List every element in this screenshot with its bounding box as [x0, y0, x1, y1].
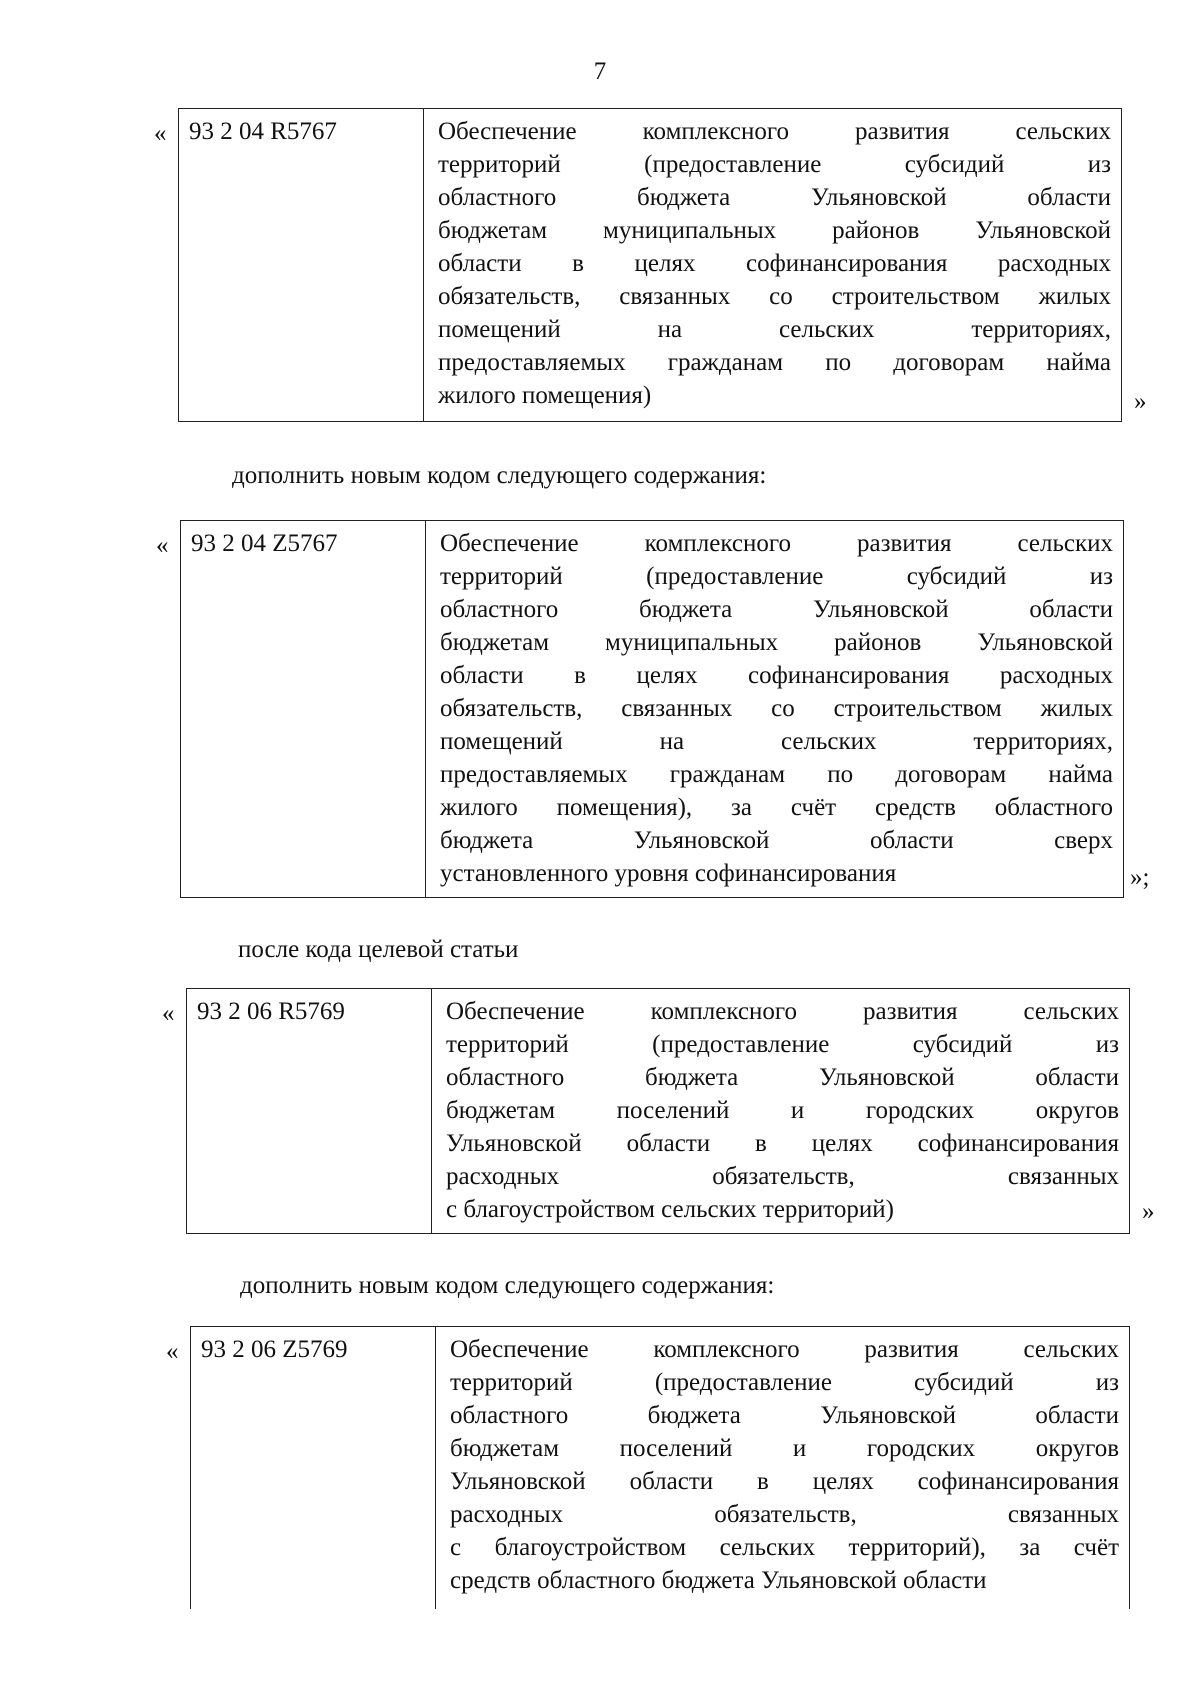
description-line: Ульяновской области в целях софинансирования: [450, 1468, 1119, 1495]
description-line: областного бюджета Ульяновской области: [450, 1402, 1119, 1429]
code-table: [180, 520, 1124, 898]
description-line: с благоустройством сельских территорий): [446, 1196, 894, 1223]
description-line: Обеспечение комплексного развития сельских: [450, 1336, 1119, 1363]
code-cell: 93 2 06 R5769: [187, 989, 432, 1233]
description-line: Обеспечение комплексного развития сельских: [440, 530, 1113, 557]
description-line: Обеспечение комплексного развития сельских: [438, 118, 1111, 145]
instruction-paragraph: дополнить новым кодом следующего содержания:: [232, 462, 767, 489]
description-line: областного бюджета Ульяновской области: [438, 184, 1111, 211]
page-number: 7: [593, 58, 607, 85]
description-line: территорий (предоставление субсидий из: [438, 151, 1111, 178]
description-line: области в целях софинансирования расходных: [440, 662, 1113, 689]
description-line: территорий (предоставление субсидий из: [440, 563, 1113, 590]
description-line: жилого помещения): [438, 382, 652, 409]
description-line: помещений на сельских территориях,: [440, 728, 1113, 755]
code-table: [186, 988, 1130, 1234]
description-line: расходных обязательств, связанных: [446, 1163, 1119, 1190]
open-quote: «: [162, 1000, 175, 1027]
description-line: областного бюджета Ульяновской области: [440, 596, 1113, 623]
description-line: бюджета Ульяновской области сверх: [440, 827, 1113, 854]
close-quote: »: [1134, 388, 1147, 415]
description-cell: [436, 1327, 1129, 1609]
description-cell: [424, 109, 1121, 421]
description-line: жилого помещения), за счёт средств областного: [440, 794, 1113, 821]
description-line: расходных обязательств, связанных: [450, 1501, 1119, 1528]
code-table: [178, 108, 1122, 422]
description-line: бюджетам поселений и городских округов: [450, 1435, 1119, 1462]
description-cell: [426, 521, 1123, 897]
description-line: территорий (предоставление субсидий из: [450, 1369, 1119, 1396]
description-line: предоставляемых гражданам по договорам найма: [438, 349, 1111, 376]
code-cell: 93 2 06 Z5769: [191, 1327, 436, 1609]
description-line: установленного уровня софинансирования: [440, 860, 897, 887]
description-line: предоставляемых гражданам по договорам найма: [440, 761, 1113, 788]
open-quote: «: [166, 1338, 179, 1365]
code-cell: 93 2 04 Z5767: [181, 521, 426, 897]
code-cell: 93 2 04 R5767: [179, 109, 424, 421]
description-cell: [432, 989, 1129, 1233]
close-quote: »: [1142, 1198, 1155, 1225]
description-line: Обеспечение комплексного развития сельских: [446, 998, 1119, 1025]
description-line: помещений на сельских территориях,: [438, 316, 1111, 343]
description-line: с благоустройством сельских территорий), за счёт: [450, 1534, 1119, 1561]
close-quote: »;: [1130, 864, 1150, 891]
description-line: областного бюджета Ульяновской области: [446, 1064, 1119, 1091]
instruction-paragraph: после кода целевой статьи: [238, 936, 519, 963]
description-line: территорий (предоставление субсидий из: [446, 1031, 1119, 1058]
description-line: бюджетам муниципальных районов Ульяновской: [440, 629, 1113, 656]
description-line: средств областного бюджета Ульяновской области: [450, 1567, 987, 1594]
open-quote: «: [156, 532, 169, 559]
description-line: области в целях софинансирования расходных: [438, 250, 1111, 277]
description-line: обязательств, связанных со строительством жилых: [440, 695, 1113, 722]
description-line: Ульяновской области в целях софинансирования: [446, 1130, 1119, 1157]
description-line: обязательств, связанных со строительством жилых: [438, 283, 1111, 310]
open-quote: «: [154, 120, 167, 147]
code-table: [190, 1326, 1130, 1609]
instruction-paragraph: дополнить новым кодом следующего содержания:: [240, 1272, 775, 1299]
description-line: бюджетам поселений и городских округов: [446, 1097, 1119, 1124]
description-line: бюджетам муниципальных районов Ульяновской: [438, 217, 1111, 244]
